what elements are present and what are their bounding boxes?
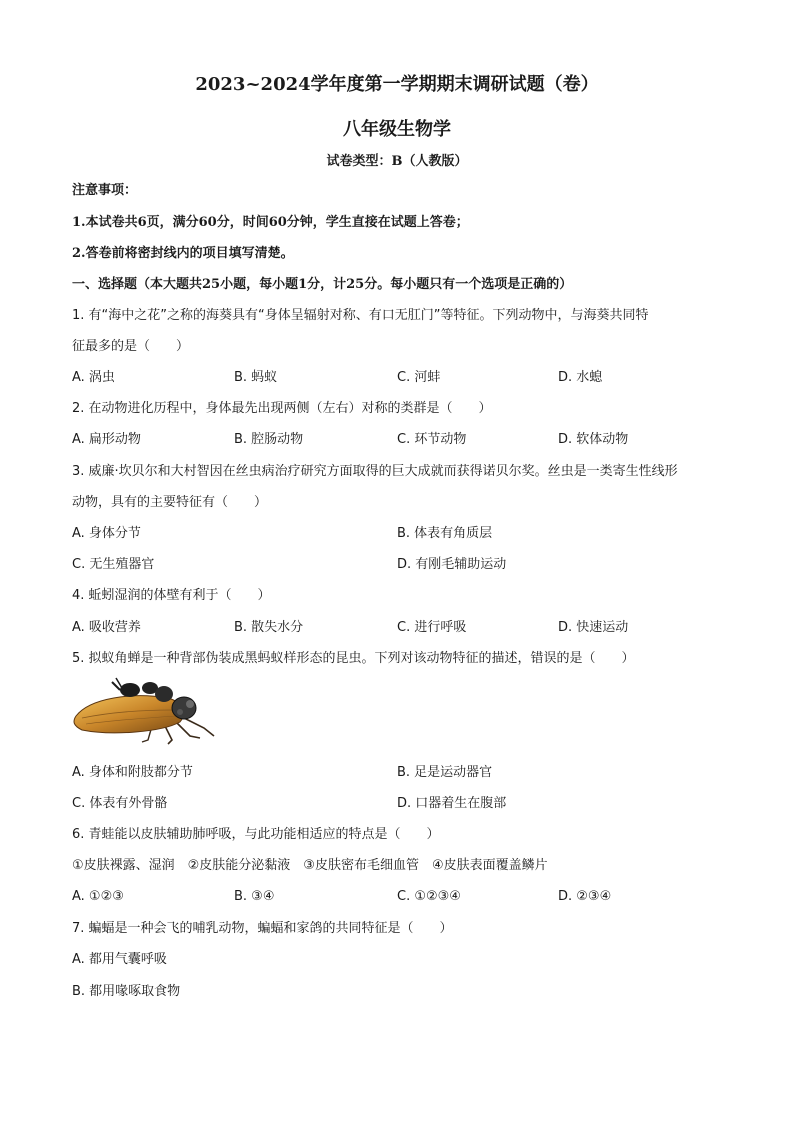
question-4-text: 4. 蚯蚓湿润的体壁有利于（ ） [72,588,271,603]
note-item: 1.本试卷共6页，满分60分，时间60分钟，学生直接在试题上答卷； [72,215,469,230]
question-5-option-c: C. 体表有外骨骼 [72,796,168,811]
question-7-option-b: B. 都用喙啄取食物 [72,984,181,999]
question-1-option-a: A. 涡虫 [72,370,115,385]
question-2-option-a: A. 扁形动物 [72,432,141,447]
question-3-option-c: C. 无生殖器官 [72,557,155,572]
question-5-text: 5. 拟蚁角蝉是一种背部伪装成黑蚂蚁样形态的昆虫。下列对该动物特征的描述，错误的是（ ） [72,651,635,666]
question-5-option-a: A. 身体和附肢都分节 [72,765,193,780]
question-6-option-d: D. ②③④ [558,889,612,904]
question-6-option-b: B. ③④ [234,889,275,904]
question-3-text: 动物，具有的主要特征有（ ） [72,495,268,510]
question-4-option-c: C. 进行呼吸 [397,620,467,635]
question-2-option-c: C. 环节动物 [397,432,467,447]
question-3-option-b: B. 体表有角质层 [397,526,493,541]
question-1-text: 征最多的是（ ） [72,339,190,354]
note-item: 2.答卷前将密封线内的项目填写清楚。 [72,246,294,261]
notes-heading: 注意事项： [72,183,138,198]
question-1-option-d: D. 水螅 [558,370,603,385]
question-1-option-b: B. 蚂蚁 [234,370,278,385]
question-2-text: 2. 在动物进化历程中，身体最先出现两侧（左右）对称的类群是（ ） [72,401,492,416]
question-7-option-a: A. 都用气囊呼吸 [72,952,167,967]
question-2-option-d: D. 软体动物 [558,432,629,447]
section-heading: 一、选择题（本大题共25小题，每小题1分，计25分。每小题只有一个选项是正确的） [72,277,573,292]
exam-subject: 八年级生物学 [343,119,451,140]
question-4-option-b: B. 散失水分 [234,620,304,635]
question-1-text: 1. 有“海中之花”之称的海葵具有“身体呈辐射对称、有口无肛门”等特征。下列动物中，与海葵共同特 [72,308,649,323]
question-5-option-b: B. 足是运动器官 [397,765,493,780]
question-6-statements: ①皮肤裸露、湿润 ②皮肤能分泌黏液 ③皮肤密布毛细血管 ④皮肤表面覆盖鳞片 [72,858,548,873]
question-6-option-c: C. ①②③④ [397,889,461,904]
question-4-option-a: A. 吸收营养 [72,620,141,635]
question-3-text: 3. 威廉·坎贝尔和大村智因在丝虫病治疗研究方面取得的巨大成就而获得诺贝尔奖。丝虫是一类寄生性线形 [72,464,678,479]
question-6-option-a: A. ①②③ [72,889,124,904]
exam-title: 2023~2024学年度第一学期期末调研试题（卷） [195,74,599,95]
question-1-option-c: C. 河蚌 [397,370,441,385]
question-4-option-d: D. 快速运动 [558,620,629,635]
question-6-text: 6. 青蛙能以皮肤辅助肺呼吸，与此功能相适应的特点是（ ） [72,827,440,842]
question-2-option-b: B. 腔肠动物 [234,432,304,447]
question-7-text: 7. 蝙蝠是一种会飞的哺乳动物，蝙蝠和家鸽的共同特征是（ ） [72,921,453,936]
treehopper-image [72,676,218,746]
question-3-option-d: D. 有刚毛辅助运动 [397,557,507,572]
paper-type: 试卷类型：B（人教版） [326,154,468,169]
question-3-option-a: A. 身体分节 [72,526,141,541]
question-5-option-d: D. 口器着生在腹部 [397,796,507,811]
